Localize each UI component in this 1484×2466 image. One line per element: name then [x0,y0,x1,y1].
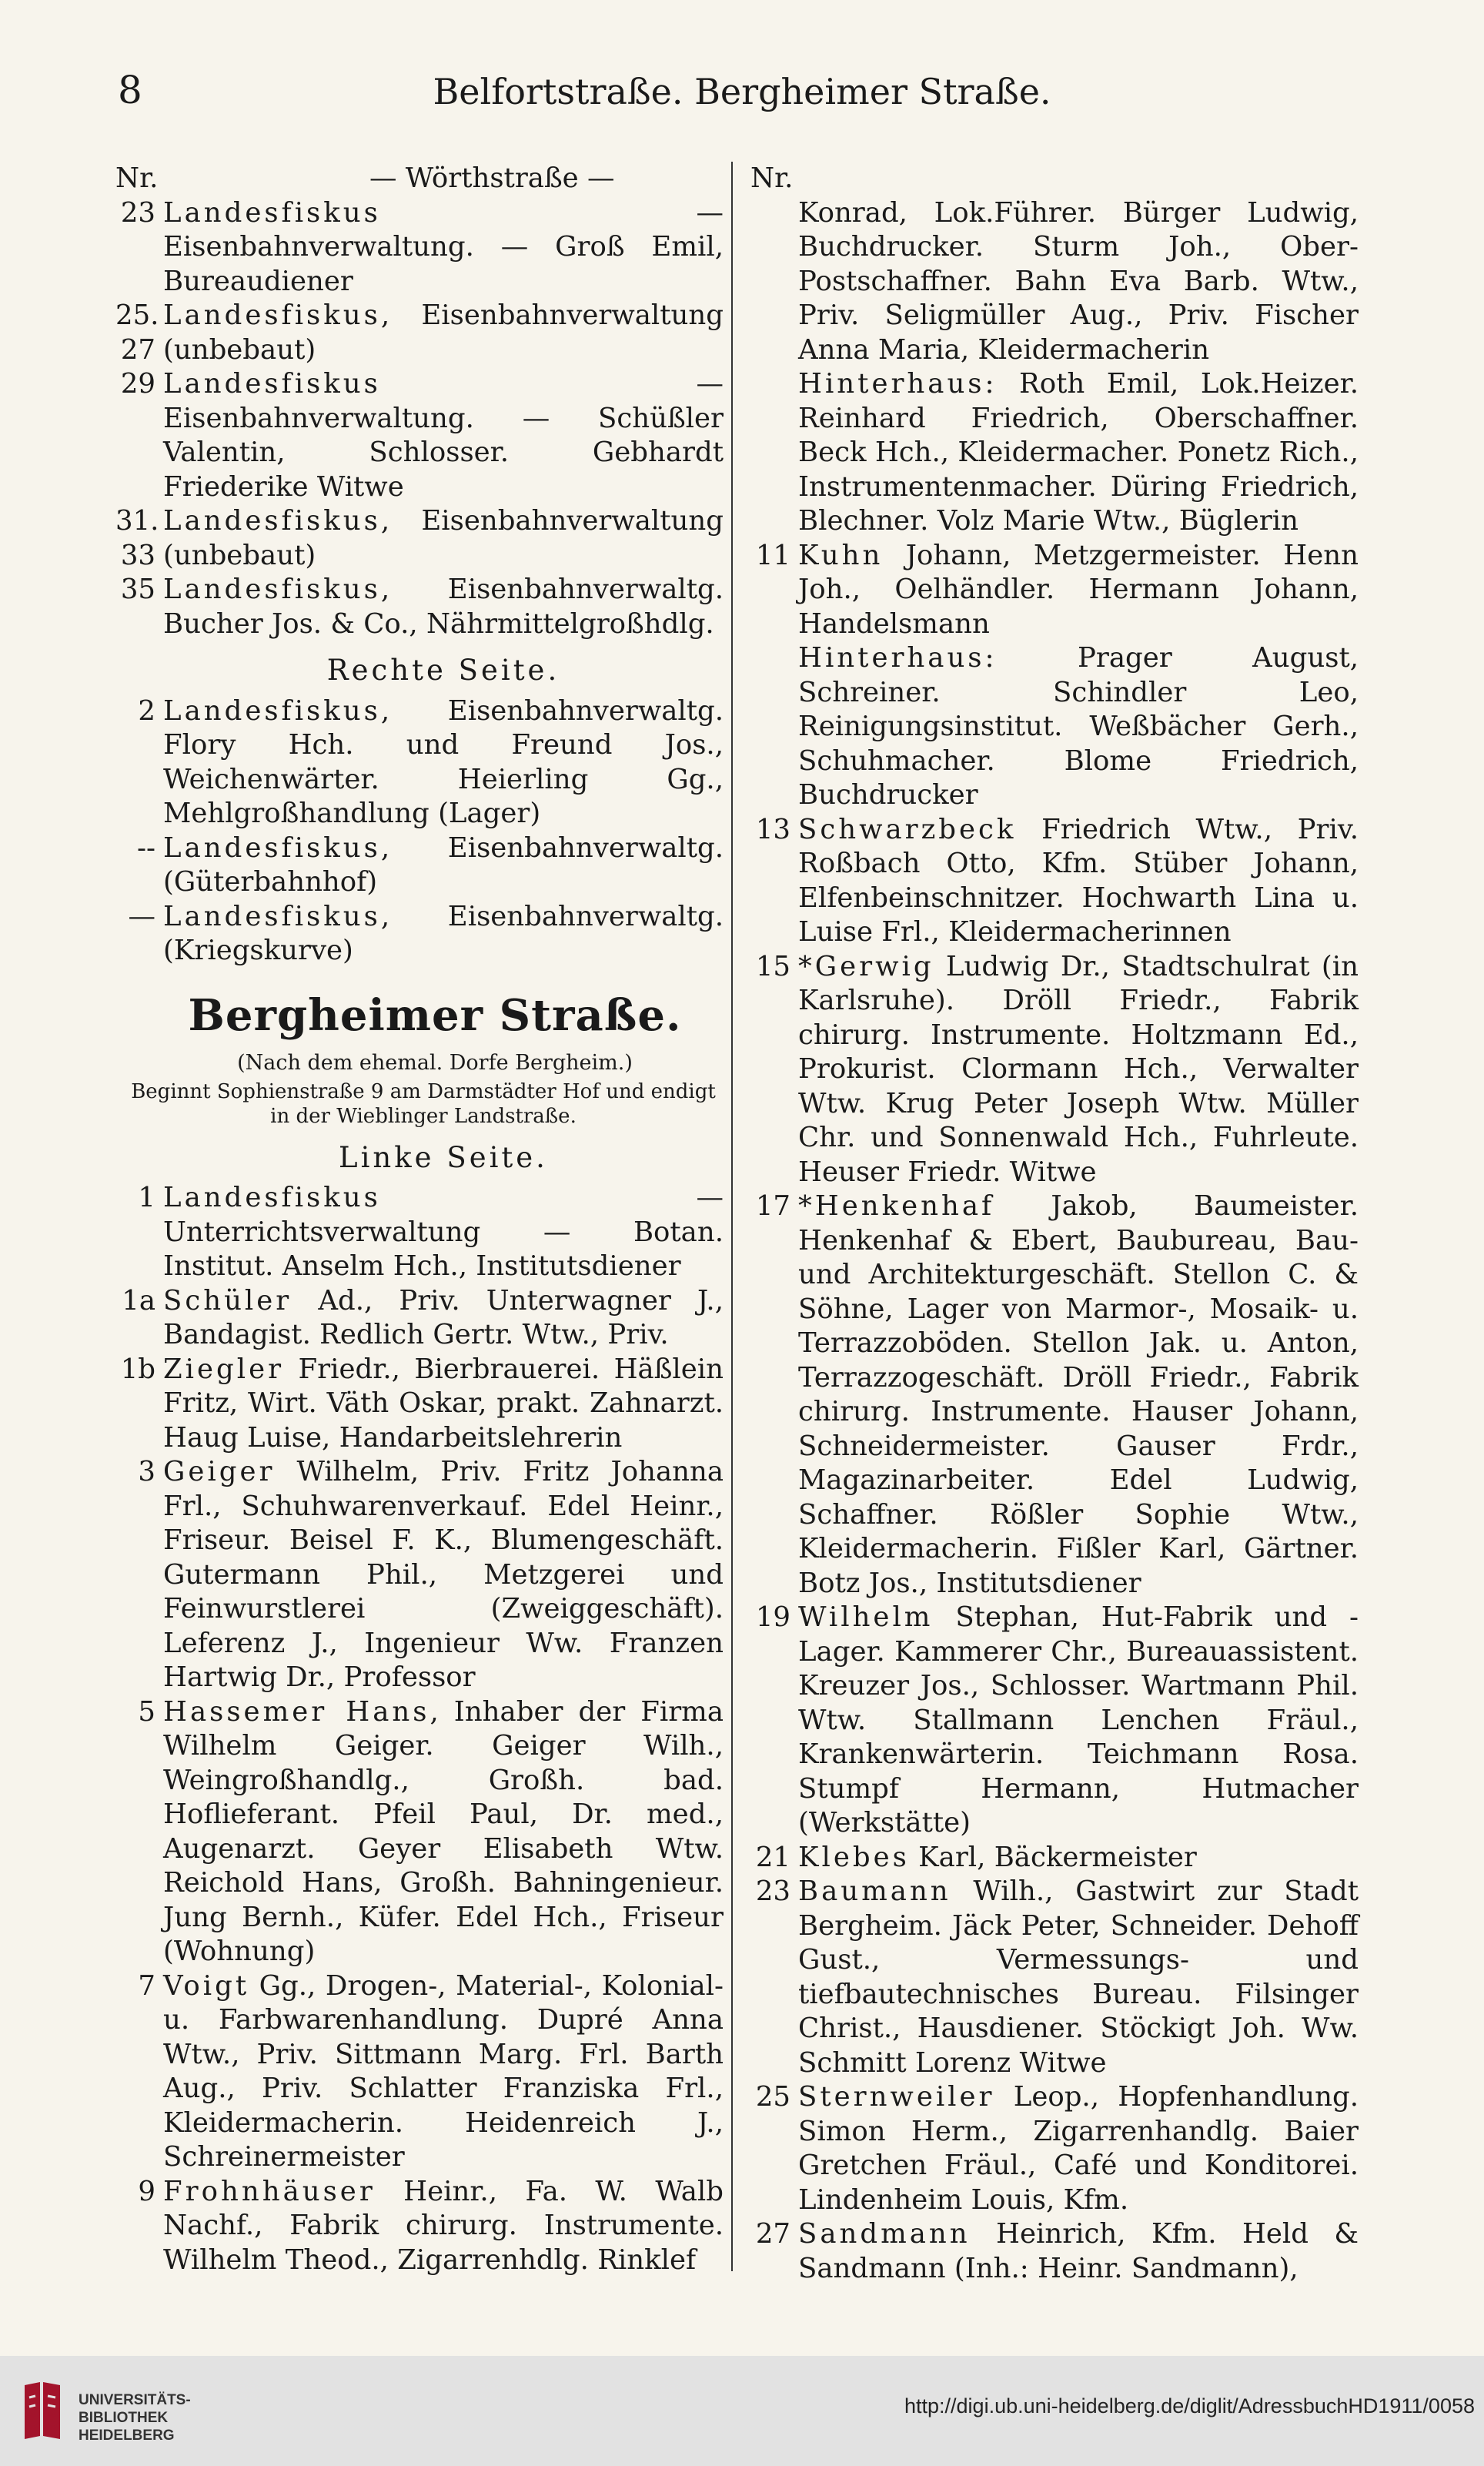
address-entry [115,367,724,504]
entry-text [163,1353,724,1456]
entry-text [798,950,1359,1190]
running-head: Belfortstraße. Bergheimer Straße. [433,71,1051,112]
residents-text: Heinr., Fa. W. Walb Nachf., Fabrik chirurg. Instrumente. Wilhelm Theod., Zigarrenhdlg. Rinklef [163,2175,724,2276]
residents-text: — Eisenbahnverwaltung. — Groß Emil, Bureaudiener [163,196,724,297]
address-entry [115,299,724,367]
address-entry [750,1601,1359,1841]
owner-name: Landesfiskus [163,1182,381,1213]
address-entry [750,196,1359,368]
owner-name: Frohnhäuser [163,2175,376,2207]
street-title: Bergheimer Straße. [188,989,682,1041]
owner-name: Baumann [798,1875,951,1907]
house-number: 17 [755,1190,790,1222]
owner-name: Sternweiler [798,2081,995,2113]
entry-text [163,1284,724,1353]
owner-name: Voigt [163,1969,250,2002]
address-entry [115,573,724,641]
entry-text [798,2217,1359,2286]
residents-text: Ludwig Dr., Stadtschulrat (in Karlsruhe). Dröll Friedr., Fabrik chirurg. Instrumente. Holtzmann Ed., Prokurist. Clormann Hch., Verwalter Wtw. Krug Peter Joseph Wtw. Müller Chr. und Sonnenwald Hch., Fuhrleute. Heuser Friedr. Witwe [798,950,1359,1188]
house-number: 3 [138,1456,155,1487]
residents-text: Konrad, Lok.Führer. Bürger Ludwig, Buchdrucker. Sturm Joh., Ober-Postschaffner. Bahn Eva Barb. Wtw., Priv. Seligmüller Aug., Priv. Fischer Anna Maria, Kleidermacherin [798,196,1359,366]
entry-text [163,573,724,641]
owner-name: Landesfiskus [163,368,381,400]
entry-text [163,1181,724,1284]
entry-text [798,1190,1359,1601]
residents-text: Leop., Hopfenhandlung. Simon Herm., Zigarrenhandlg. Baier Gretchen Fräul., Café und Konditorei. Lindenheim Louis, Kfm. [798,2081,1359,2216]
house-number: 1 [138,1182,155,1213]
address-entry [115,1181,724,1284]
house-number: 13 [755,813,790,845]
left-header-row [115,162,724,196]
address-entry [115,2175,724,2278]
library-logo-icon [20,2379,65,2442]
residents-text: Johann, Metzgermeister. Henn Joh., Oelhändler. Hermann Johann, Handelsmann [798,539,1359,640]
owner-name: Hinterhaus: [798,642,998,674]
house-number: -- [137,831,155,864]
owner-name: Kuhn [798,539,884,571]
nr-label: Nr. [750,162,794,194]
address-entry [750,367,1359,539]
owner-name: Landesfiskus [163,900,381,932]
entry-text [798,1875,1359,2080]
entry-text [798,1841,1359,1875]
page-number: 8 [118,68,142,112]
left-column [115,162,724,2277]
house-number: 25 [755,2081,790,2113]
entry-text [798,196,1359,368]
residents-text: Prager August, Schreiner. Schindler Leo, Reinigungsinstitut. Weßbächer Gerh., Schuhmacher. Blome Friedrich, Buchdrucker [798,642,1359,811]
woerthstrasse-entries [115,196,724,642]
residents-text: Ad., Priv. Unterwagner J., Bandagist. Redlich Gertr. Wtw., Priv. [163,1284,724,1350]
owner-name: Hassemer Hans [163,1695,430,1728]
residents-text: Friedr., Bierbrauerei. Häßlein Fritz, Wirt. Väth Oskar, prakt. Zahnarzt. Haug Luise, Handarbeitslehrerin [163,1353,724,1454]
house-number: 2 [138,694,155,727]
owner-name: Landesfiskus [163,694,381,727]
house-number: 23 [755,1875,790,1907]
owner-name: Schwarzbeck [798,813,1017,845]
entry-text [163,504,724,573]
continued-street: — Wörthstraße — [369,162,615,194]
entry-text [163,299,724,367]
address-entry [115,1455,724,1695]
section-heading-left-side: Linke Seite. [339,1140,548,1174]
house-number: 29 [120,368,155,400]
address-entry [750,2217,1359,2286]
residents-text: — Eisenbahnverwaltung. — Schüßler Valentin, Schlosser. Gebhardt Friederike Witwe [163,368,724,503]
house-number: — [128,900,155,932]
residents-text: , Eisenbahnverwaltg. Bucher Jos. & Co., Nährmittelgroßhdlg. [163,574,724,640]
house-number: 11 [755,539,790,571]
house-number: 25. 27 [115,299,159,366]
address-entry [115,504,724,573]
address-entry [115,831,724,900]
entry-text [163,694,724,831]
street-note: Beginnt Sophienstraße 9 am Darmstädter Hof und endigt in der Wieblinger Landstraße. [131,1079,716,1128]
entry-text [798,539,1359,642]
address-entry [750,539,1359,642]
residents-text: , Eisenbahnverwaltung (unbebaut) [163,505,724,571]
address-entry [750,1875,1359,2080]
owner-name: Geiger [163,1456,276,1487]
entry-text [163,2175,724,2278]
residents-text: , Eisenbahnverwaltg. (Kriegskurve) [163,900,724,966]
residents-text: Heinrich, Kfm. Held & Sandmann (Inh.: Heinr. Sandmann), [798,2218,1359,2284]
owner-name: Landesfiskus [163,299,381,331]
residents-text: , Eisenbahnverwaltung (unbebaut) [163,299,724,366]
entry-text [163,367,724,504]
owner-name: Klebes [798,1841,910,1873]
entry-text [163,1969,724,2175]
entry-text [798,367,1359,539]
source-url[interactable]: http://digi.ub.uni-heidelberg.de/diglit/AdressbuchHD1911/0058 [904,2394,1475,2417]
address-entry [115,1695,724,1969]
entry-text [163,1455,724,1695]
address-entry [750,2080,1359,2217]
owner-name: Wilhelm [798,1601,934,1633]
house-number: 15 [755,950,790,982]
owner-name: Landesfiskus [163,574,381,605]
address-entry [750,813,1359,950]
address-entry [115,1284,724,1353]
house-number [750,641,798,813]
nr-label: Nr. [115,162,159,194]
left-side-entries [115,1181,724,2277]
owner-name: *Gerwig [798,950,934,982]
entry-text [798,1601,1359,1841]
address-entry [115,694,724,831]
street-subtitle: (Nach dem ehemal. Dorfe Bergheim.) [237,1050,633,1075]
owner-name: Landesfiskus [163,831,381,864]
house-number: 5 [138,1695,155,1728]
section-heading-right-side: Rechte Seite. [326,654,560,687]
right-column [750,162,1359,2286]
address-entry [750,641,1359,813]
house-number: 7 [138,1969,155,2002]
house-number: 31. 33 [115,505,159,571]
house-number: 1b [120,1353,155,1385]
address-entry [750,1190,1359,1601]
address-entry [750,950,1359,1190]
residents-text: Gg., Drogen-, Material-, Kolonial- u. Farbwarenhandlung. Dupré Anna Wtw., Priv. Sittmann Marg. Frl. Barth Aug., Priv. Schlatter Franziska Frl., Kleidermacherin. Heidenreich J., Schreinermeister [163,1969,724,2173]
owner-name: *Henkenhaf [798,1190,995,1222]
residents-text: , Inhaber der Firma Wilhelm Geiger. Geiger Wilh., Weingroßhandlg., Großh. bad. Hoflieferant. Pfeil Paul, Dr. med., Augenarzt. Geyer Elisabeth Wtw. Reichold Hans, Großh. Bahningenieur. Jung Bernh., Küfer. Edel Hch., Friseur (Wohnung) [163,1695,724,1967]
entry-text [798,2080,1359,2217]
owner-name: Landesfiskus [163,196,381,229]
house-number: 9 [138,2175,155,2207]
residents-text: Wilhelm, Priv. Fritz Johanna Frl., Schuhwarenverkauf. Edel Heinr., Friseur. Beisel F. K., Blumengeschäft. Gutermann Phil., Metzgerei und Feinwurstlerei (Zweiggeschäft). Leferenz J., Ingenieur Ww. Franzen Hartwig Dr., Professor [163,1456,724,1693]
owner-name: Landesfiskus [163,505,381,537]
residents-text: Wilh., Gastwirt zur Stadt Bergheim. Jäck Peter, Schneider. Dehoff Gust., Vermessungs- und tiefbautechnisches Bureau. Filsinger Christ., Hausdiener. Stöckigt Joh. Ww. Schmitt Lorenz Witwe [798,1875,1359,2079]
entry-text [798,813,1359,950]
house-number [750,196,798,368]
house-number: 19 [755,1601,790,1633]
residents-text: , Eisenbahnverwaltg. Flory Hch. und Freund Jos., Weichenwärter. Heierling Gg., Mehlgroßhandlung (Lager) [163,694,724,829]
residents-text: Roth Emil, Lok.Heizer. Reinhard Friedrich, Oberschaffner. Beck Hch., Kleidermacher. Ponetz Rich., Instrumentenmacher. Düring Friedrich, Blechner. Volz Marie Wtw., Büglerin [798,368,1359,537]
house-number: 35 [120,574,155,605]
owner-name: Hinterhaus: [798,368,998,400]
house-number: 23 [120,196,155,229]
residents-text: — Unterrichtsverwaltung — Botan. Institut. Anselm Hch., Institutsdiener [163,1182,724,1282]
address-entry [750,1841,1359,1875]
house-number [750,367,798,539]
house-number: 27 [755,2218,790,2250]
address-entry [115,1969,724,2175]
right-column-entries [750,196,1359,2287]
residents-text: Karl, Bäckermeister [909,1841,1197,1873]
owner-name: Sandmann [798,2218,971,2250]
entry-text [163,196,724,299]
address-entry [115,900,724,969]
owner-name: Schüler [163,1284,292,1317]
residents-text: Stephan, Hut-Fabrik und -Lager. Kammerer Chr., Bureauassistent. Kreuzer Jos., Schlosser. Wartmann Phil. Wtw. Stallmann Lenchen Fräul., Krankenwärterin. Teichmann Rosa. Stumpf Hermann, Hutmacher (Werkstätte) [798,1601,1359,1839]
entry-text [163,900,724,969]
residents-text: Friedrich Wtw., Priv. Roßbach Otto, Kfm. Stüber Johann, Elfenbeinschnitzer. Hochwarth Lina u. Luise Frl., Kleidermacherinnen [798,813,1359,948]
address-entry [115,196,724,299]
entry-text [163,831,724,900]
right-side-entries [115,694,724,969]
residents-text: Jakob, Baumeister. Henkenhaf & Ebert, Baubureau, Bau- und Architekturgeschäft. Stellon C. & Söhne, Lager von Marmor-, Mosaik- u. Terrazzoböden. Stellon Jak. u. Anton, Terrazzogeschäft. Dröll Friedr., Fabrik chirurg. Instrumente. Hauser Johann, Schneidermeister. Gauser Frdr., Magazinarbeiter. Edel Ludwig, Schaffner. Rößler Sophie Wtw., Kleidermacherin. Fißler Karl, Gärtner. Botz Jos., Institutsdiener [798,1190,1359,1599]
library-name: UNIVERSITÄTS- BIBLIOTHEK HEIDELBERG [79,2392,191,2444]
owner-name: Ziegler [163,1353,285,1385]
address-entry [115,1353,724,1456]
column-divider [731,162,733,2271]
entry-text [163,1695,724,1969]
footer-bar [0,2356,1484,2466]
residents-text: , Eisenbahnverwaltg. (Güterbahnhof) [163,831,724,898]
entry-text [798,641,1359,813]
house-number: 21 [755,1841,790,1873]
house-number: 1a [122,1284,155,1317]
